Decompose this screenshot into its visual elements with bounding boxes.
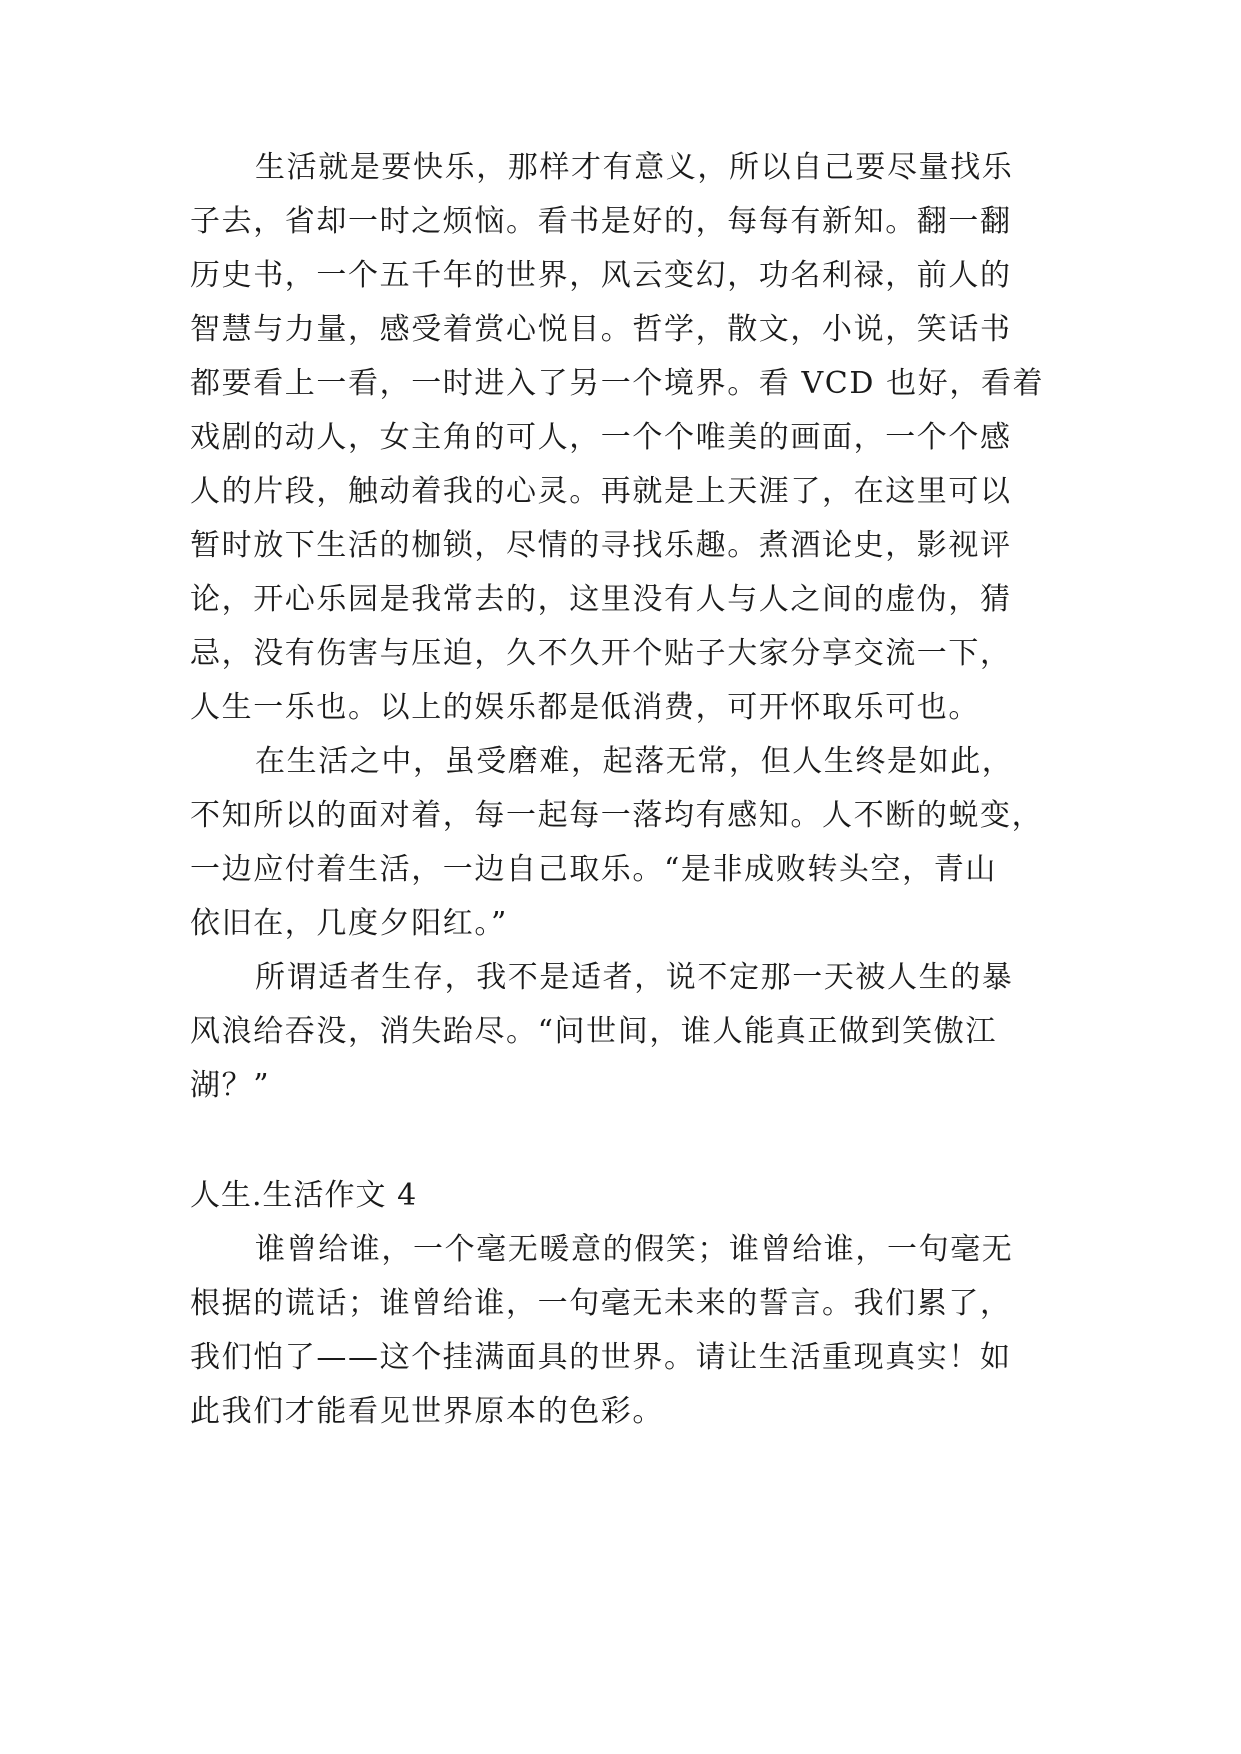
paragraph-1-line-7: 人的片段，触动着我的心灵。再就是上天涯了，在这里可以 (190, 474, 1012, 509)
section-paragraph-line-2: 根据的谎话；谁曾给谁，一句毫无未来的誓言。我们累了， (190, 1286, 1012, 1321)
paragraph-1-line-10: 忌，没有伤害与压迫，久不久开个贴子大家分享交流一下， (190, 636, 1012, 671)
paragraph-1-line-6: 戏剧的动人，女主角的可人，一个个唯美的画面，一个个感 (190, 420, 1012, 455)
paragraph-3-line-3: 湖？” (190, 1068, 271, 1103)
paragraph-1-line-1: 生活就是要快乐，那样才有意义，所以自己要尽量找乐 (255, 150, 1014, 185)
paragraph-1-line-3: 历史书，一个五千年的世界，风云变幻，功名利禄，前人的 (190, 258, 1012, 293)
paragraph-2-line-2: 不知所以的面对着，每一起每一落均有感知。人不断的蜕变， (190, 798, 1044, 833)
section-paragraph-line-4: 此我们才能看见世界原本的色彩。 (190, 1394, 664, 1429)
paragraph-1-line-4: 智慧与力量，感受着赏心悦目。哲学，散文，小说，笑话书 (190, 312, 1012, 347)
paragraph-1-line-8: 暂时放下生活的枷锁，尽情的寻找乐趣。煮酒论史，影视评 (190, 528, 1012, 563)
paragraph-2-line-3: 一边应付着生活，一边自己取乐。“是非成败转头空，青山 (190, 852, 997, 887)
paragraph-1-line-11: 人生一乐也。以上的娱乐都是低消费，可开怀取乐可也。 (190, 690, 980, 725)
paragraph-1-line-2: 子去，省却一时之烦恼。看书是好的，每每有新知。翻一翻 (190, 204, 1012, 239)
section-paragraph-line-1: 谁曾给谁，一个毫无暖意的假笑；谁曾给谁，一句毫无 (255, 1232, 1014, 1267)
paragraph-2-line-1: 在生活之中，虽受磨难，起落无常，但人生终是如此， (255, 744, 1014, 779)
paragraph-1-line-9: 论，开心乐园是我常去的，这里没有人与人之间的虚伪，猜 (190, 582, 1012, 617)
paragraph-2-line-4: 依旧在，几度夕阳红。” (190, 906, 508, 941)
paragraph-3-line-1: 所谓适者生存，我不是适者，说不定那一天被人生的暴 (255, 960, 1014, 995)
section-heading: 人生.生活作文 4 (190, 1178, 418, 1213)
paragraph-1-line-5: 都要看上一看，一时进入了另一个境界。看 VCD 也好，看着 (190, 366, 1045, 401)
paragraph-3-line-2: 风浪给吞没，消失跆尽。“问世间，谁人能真正做到笑傲江 (190, 1014, 997, 1049)
section-paragraph-line-3: 我们怕了——这个挂满面具的世界。请让生活重现真实！如 (190, 1340, 1012, 1375)
